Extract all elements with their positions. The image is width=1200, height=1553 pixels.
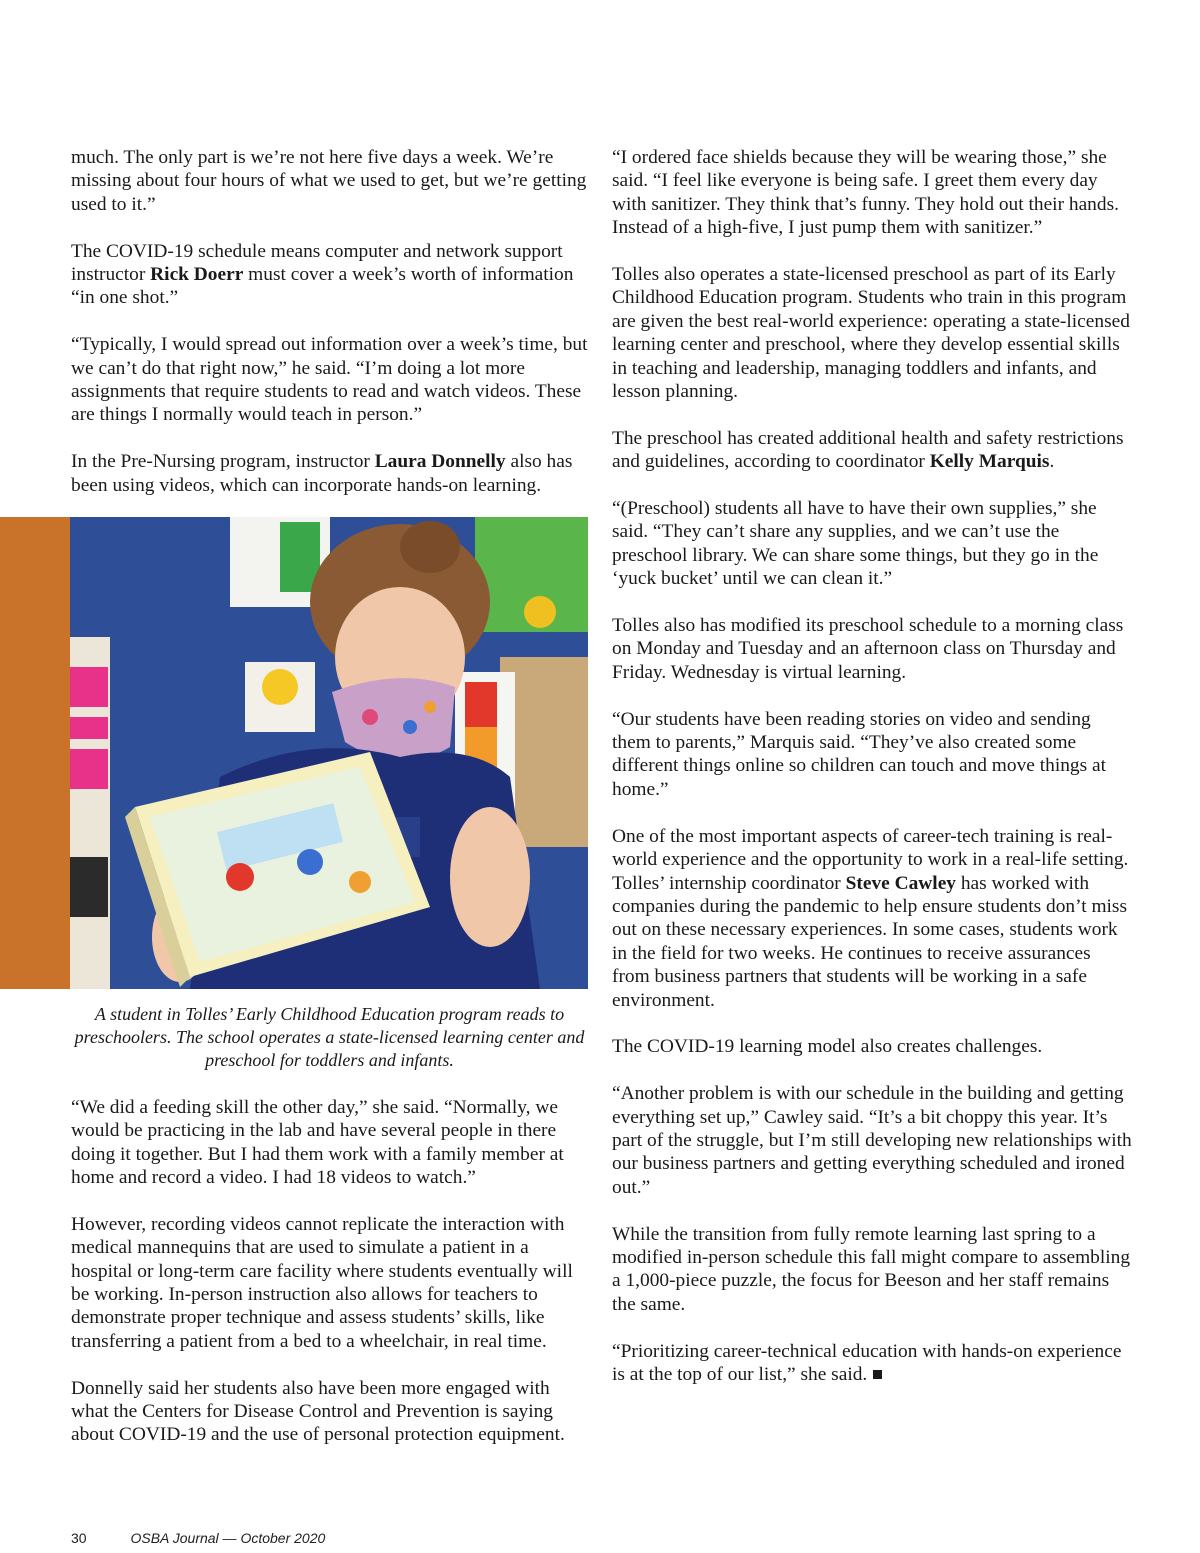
paragraph-text: must cover a week’s worth of information “in one shot.” <box>71 264 574 309</box>
paragraph: “I ordered face shields because they will be wearing those,” she said. “I feel like everyone is being safe. I greet them every day with sanitizer. They think that’s funny. They hold out their hands. Instead of a high-five, I just pump them with sanitizer.” <box>612 147 1119 239</box>
paragraph: much. The only part is we’re not here five days a week. We’re missing about four hours of what we used to get, but we’re getting used to it.” <box>71 147 587 215</box>
paragraph: “We did a feeding skill the other day,” she said. “Normally, we would be practicing in the lab and have several people in there doing it together. But I had them work with a family member at home and record a video. I had 18 videos to watch.” <box>71 1096 564 1189</box>
paragraph <box>612 427 1132 474</box>
paragraph-text: . <box>1049 451 1055 473</box>
paragraph: “Our students have been reading stories on video and sending them to parents,” Marquis said. “They’ve also created some different things online so children can touch and move things at home.” <box>612 708 1106 800</box>
page-number: 30 <box>71 1530 87 1546</box>
paragraph: Tolles also operates a state-licensed preschool as part of its Early Childhood Education program. Students who train in this program are given the best real-world experience: operating a state-licensed learning center and preschool, where they develop essential skills in teaching and leadership, managing toddlers and infants, and lesson planning. <box>612 264 1130 403</box>
paragraph: Tolles also has modified its preschool schedule to a morning class on Monday and Tuesday and an afternoon class on Thursday and Friday. Wednesday is virtual learning. <box>612 615 1124 683</box>
paragraph-text: The COVID-19 schedule means computer and network support instructor <box>71 240 563 286</box>
paragraph <box>612 1340 1132 1387</box>
photo-spacer <box>71 520 588 1003</box>
paragraph: “Typically, I would spread out information over a week’s time, but we can’t do that right now,” he said. “I’m doing a lot more assignments that require students to read and watch videos. These are things I normally would teach in person.” <box>71 334 588 426</box>
paragraph-text: has worked with companies during the pandemic to help ensure students don’t miss out on these necessary experiences. In some cases, students work in the field for two weeks. He continues to receive assurances from business partners that students will be working in a safe environment. <box>612 872 1128 1011</box>
paragraph-text: “Prioritizing career-technical education with hands-on experience is at the top of our list,” she said. <box>612 1340 1122 1385</box>
person-name: Rick Doerr <box>150 264 244 286</box>
person-name: Steve Cawley <box>845 872 956 894</box>
photo-caption: A student in Tolles’ Early Childhood Education program reads to preschoolers. The school operates a state-licensed learning center and preschool for toddlers and infants. <box>74 1004 585 1071</box>
paragraph: “(Preschool) students all have to have their own supplies,” she said. “They can’t share any supplies, and we can’t use the preschool library. We can share some things, but they go in the ‘yuck bucket’ until we can clean it.” <box>612 498 1099 590</box>
paragraph <box>612 825 1132 1012</box>
paragraph-text: also has been using videos, which can incorporate hands-on learning. <box>71 451 573 496</box>
paragraph <box>71 240 588 310</box>
paragraph: “Another problem is with our schedule in the building and getting everything set up,” Cawley said. “It’s a bit choppy this year. It’s part of the struggle, but I’m still developing new relationships with our business partners and getting everything scheduled and ironed out.” <box>612 1083 1132 1198</box>
paragraph: While the transition from fully remote learning last spring to a modified in-person schedule this fall might compare to assembling a 1,000-piece puzzle, the focus for Beeson and her staff remains the same. <box>612 1223 1131 1315</box>
right-column <box>612 146 1132 1410</box>
page-footer <box>71 1530 325 1546</box>
paragraph-text: The preschool has created additional health and safety restrictions and guidelines, according to coordinator <box>612 427 1124 473</box>
paragraph-text: One of the most important aspects of career-tech training is real-world experience and the opportunity to work in a real-life setting. Tolles’ internship coordinator <box>612 825 1129 894</box>
person-name: Laura Donnelly <box>374 451 506 473</box>
paragraph-text: In the Pre-Nursing program, instructor <box>71 451 375 473</box>
left-column <box>71 146 588 1470</box>
paragraph: Donnelly said her students also have been more engaged with what the Centers for Disease Control and Prevention is saying about COVID-19 and the use of personal protection equipment. <box>71 1377 565 1446</box>
paragraph <box>71 450 588 497</box>
accent-bar <box>0 517 70 989</box>
person-name: Kelly Marquis <box>929 451 1050 473</box>
journal-name: OSBA Journal — October 2020 <box>130 1530 326 1546</box>
end-mark-icon <box>873 1370 882 1379</box>
paragraph: However, recording videos cannot replicate the interaction with medical mannequins that are used to simulate a patient in a hospital or long-term care facility where students eventually will be working. In-person instruction also allows for teachers to demonstrate proper technique and assess students’ skills, like transferring a patient from a bed to a wheelchair, in real time. <box>71 1213 573 1352</box>
paragraph: The COVID-19 learning model also creates challenges. <box>612 1036 1043 1058</box>
